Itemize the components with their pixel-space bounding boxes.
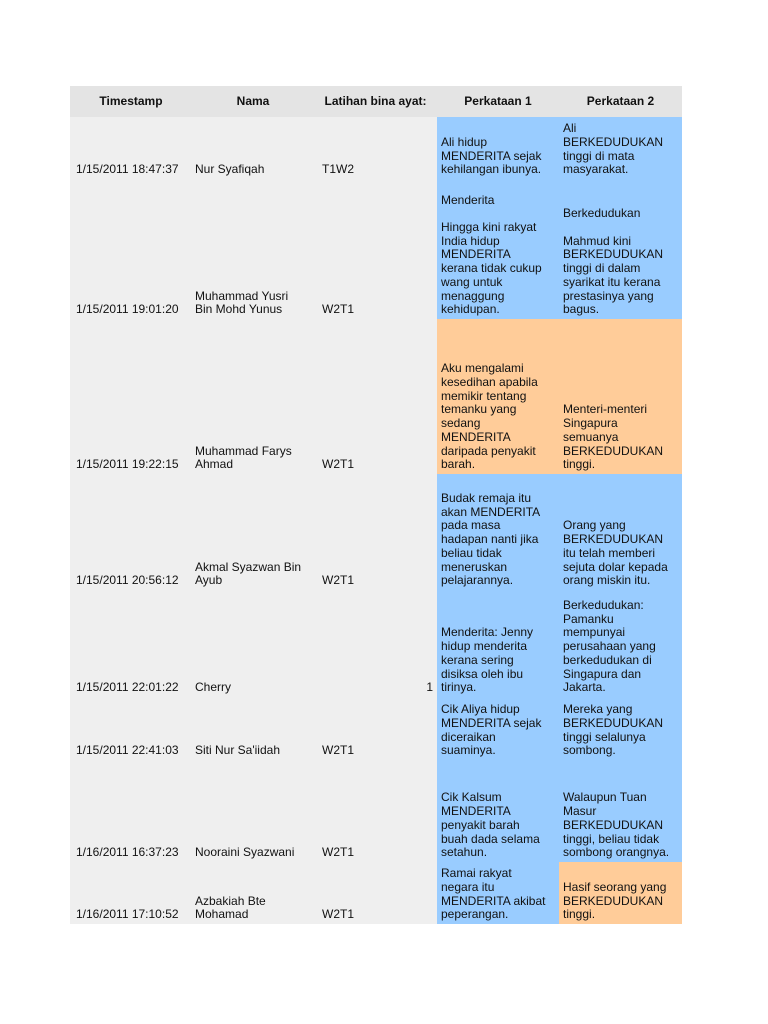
timestamp-cell-text: 1/15/2011 20:56:12 <box>76 573 179 588</box>
perkataan-1-cell <box>437 862 559 924</box>
latihan-cell <box>314 760 437 862</box>
nama-cell <box>192 179 314 319</box>
timestamp-cell <box>70 760 192 862</box>
latihan-cell <box>314 117 437 179</box>
timestamp-cell-text: 1/15/2011 19:22:15 <box>76 457 179 472</box>
nama-cell <box>192 474 314 590</box>
perkataan-2-cell-text: Mereka yang BERKEDUDUKAN tinggi selalunya sombong. <box>563 702 664 758</box>
timestamp-cell <box>70 319 192 474</box>
latihan-cell-text: W2T1 <box>322 845 355 860</box>
table-row <box>70 862 682 924</box>
perkataan-2-cell <box>559 117 682 179</box>
header-row <box>70 86 682 117</box>
table-row <box>70 474 682 590</box>
latihan-cell-text: W2T1 <box>322 573 355 588</box>
latihan-cell-text: 1 <box>426 680 433 695</box>
nama-cell <box>192 319 314 474</box>
table-row <box>70 117 682 179</box>
timestamp-cell <box>70 179 192 319</box>
latihan-cell-text: T1W2 <box>322 162 355 177</box>
latihan-cell-text: W2T1 <box>322 457 355 472</box>
nama-cell <box>192 590 314 697</box>
perkataan-1-cell-text: Cik Aliya hidup MENDERITA sejak diceraikan suaminya. <box>441 702 542 758</box>
nama-cell-text: Akmal Syazwan Bin Ayub <box>195 559 302 588</box>
perkataan-1-cell-text: Budak remaja itu akan MENDERITA pada masa hadapan nanti jika beliau tidak meneruskan pelajarannya. <box>441 491 541 588</box>
timestamp-cell-text: 1/15/2011 18:47:37 <box>76 162 179 177</box>
timestamp-cell-text: 1/15/2011 22:41:03 <box>76 743 179 758</box>
timestamp-cell-text: 1/15/2011 19:01:20 <box>76 302 179 317</box>
timestamp-cell-text: 1/16/2011 16:37:23 <box>76 845 179 860</box>
header-latihan: Latihan bina ayat: <box>314 86 437 117</box>
timestamp-cell <box>70 862 192 924</box>
perkataan-2-cell-text: Berkedudukan Mahmud kini BERKEDUDUKAN tinggi di dalam syarikat itu kerana prestasinya yang bagus. <box>563 206 664 317</box>
perkataan-1-cell-text: Aku mengalami kesedihan apabila memikir tentang temanku yang sedang MENDERITA daripada penyakit barah. <box>441 361 538 472</box>
perkataan-1-cell-text: Cik Kalsum MENDERITA penyakit barah buah dada selama setahun. <box>441 790 540 860</box>
perkataan-2-cell-text: Berkedudukan: Pamanku mempunyai perusahaan yang berkedudukan di Singapura dan Jakarta. <box>563 598 656 695</box>
timestamp-cell <box>70 590 192 697</box>
nama-cell-text: Muhammad Yusri Bin Mohd Yunus <box>195 288 289 317</box>
table-body <box>70 117 682 924</box>
latihan-cell-text: W2T1 <box>322 743 355 758</box>
nama-cell-text: Nooraini Syazwani <box>195 845 295 860</box>
header-nama: Nama <box>192 86 314 117</box>
latihan-cell <box>314 319 437 474</box>
nama-cell-text: Siti Nur Sa'iidah <box>195 743 280 758</box>
perkataan-1-cell <box>437 760 559 862</box>
timestamp-cell-text: 1/15/2011 22:01:22 <box>76 680 179 695</box>
nama-cell <box>192 760 314 862</box>
header-perkataan-2: Perkataan 2 <box>559 86 682 117</box>
perkataan-2-cell <box>559 697 682 760</box>
latihan-cell <box>314 474 437 590</box>
spreadsheet-table <box>70 86 682 924</box>
nama-cell <box>192 117 314 179</box>
perkataan-2-cell <box>559 862 682 924</box>
perkataan-2-cell-text: Menteri-menteri Singapura semuanya BERKEDUDUKAN tinggi. <box>563 402 664 472</box>
perkataan-2-cell <box>559 179 682 319</box>
latihan-cell <box>314 590 437 697</box>
table-row <box>70 697 682 760</box>
latihan-cell-text: W2T1 <box>322 302 355 317</box>
header-perkataan-1: Perkataan 1 <box>437 86 559 117</box>
latihan-cell-text: W2T1 <box>322 907 355 922</box>
perkataan-1-cell <box>437 590 559 697</box>
perkataan-1-cell <box>437 474 559 590</box>
perkataan-1-cell-text: Menderita Hingga kini rakyat India hidup MENDERITA kerana tidak cukup wang untuk menaggung kehidupan. <box>441 192 542 317</box>
perkataan-1-cell-text: Ali hidup MENDERITA sejak kehilangan ibunya. <box>441 134 542 177</box>
header-timestamp: Timestamp <box>70 86 192 117</box>
table-row <box>70 179 682 319</box>
table-row <box>70 319 682 474</box>
table-row <box>70 590 682 697</box>
perkataan-1-cell-text: Ramai rakyat negara itu MENDERITA akibat peperangan. <box>441 866 546 922</box>
perkataan-2-cell-text: Ali BERKEDUDUKAN tinggi di mata masyarakat. <box>563 121 664 177</box>
timestamp-cell <box>70 117 192 179</box>
perkataan-2-cell-text: Hasif seorang yang BERKEDUDUKAN tinggi. <box>563 879 667 922</box>
perkataan-1-cell-text: Menderita: Jenny hidup menderita kerana sering disiksa oleh ibu tirinya. <box>441 625 534 695</box>
perkataan-2-cell <box>559 590 682 697</box>
nama-cell-text: Nur Syafiqah <box>195 162 265 177</box>
timestamp-cell <box>70 697 192 760</box>
perkataan-2-cell-text: Orang yang BERKEDUDUKAN itu telah memberi sejuta dolar kepada orang miskin itu. <box>563 518 668 588</box>
perkataan-1-cell <box>437 697 559 760</box>
nama-cell-text: Muhammad Farys Ahmad <box>195 443 292 472</box>
latihan-cell <box>314 697 437 760</box>
latihan-cell <box>314 179 437 319</box>
perkataan-2-cell <box>559 760 682 862</box>
perkataan-2-cell <box>559 319 682 474</box>
nama-cell-text: Azbakiah Bte Mohamad <box>195 893 266 922</box>
table-row <box>70 760 682 862</box>
nama-cell <box>192 697 314 760</box>
perkataan-1-cell <box>437 179 559 319</box>
nama-cell-text: Cherry <box>195 680 232 695</box>
perkataan-1-cell <box>437 319 559 474</box>
perkataan-1-cell <box>437 117 559 179</box>
nama-cell <box>192 862 314 924</box>
timestamp-cell-text: 1/16/2011 17:10:52 <box>76 907 179 922</box>
perkataan-2-cell <box>559 474 682 590</box>
timestamp-cell <box>70 474 192 590</box>
perkataan-2-cell-text: Walaupun Tuan Masur BERKEDUDUKAN tinggi, beliau tidak sombong orangnya. <box>563 790 670 860</box>
latihan-cell <box>314 862 437 924</box>
